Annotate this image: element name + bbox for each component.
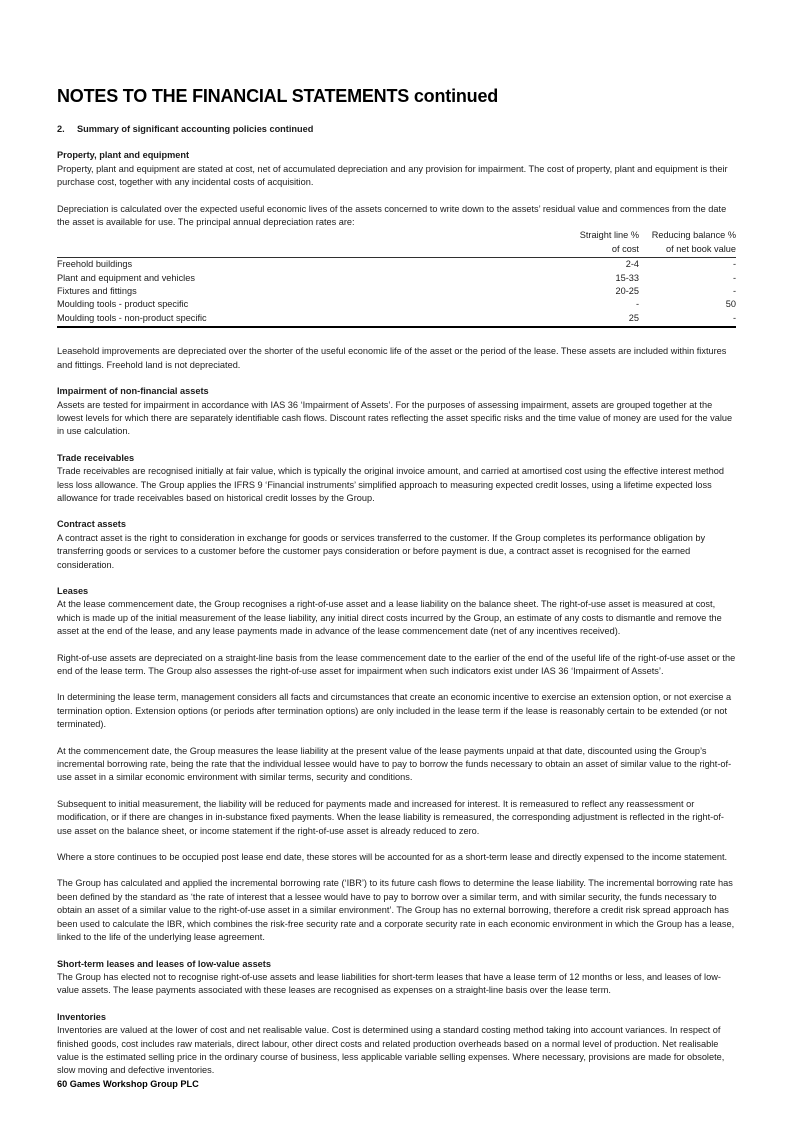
- page-title: NOTES TO THE FINANCIAL STATEMENTS continued: [57, 86, 499, 106]
- para-short-term-leases: The Group has elected not to recognise right-of-use assets and lease liabilities for short-term leases that have a lease term of 12 months or less, and leases of low-value assets. The lease payments associated with these leases are recognised as expenses on a straight-line basis over the lease term.: [57, 971, 721, 996]
- table-row: Moulding tools - product specific - 50: [57, 299, 736, 310]
- table-header-row: [57, 229, 736, 257]
- para-leases-3: In determining the lease term, management considers all facts and circumstances that create an economic incentive to exercise an extension option, or not exercise a termination option. Extension options (or periods after termination options) are only included in the lease term if the lease is reasonably certain to be extended (or not terminated).: [57, 692, 732, 730]
- table-row: Moulding tools - non-product specific 25 -: [57, 312, 736, 327]
- heading-inventories: Inventories: [57, 1011, 107, 1022]
- page-footer: 60 Games Workshop Group PLC: [57, 1078, 199, 1089]
- heading-leases: Leases: [57, 585, 89, 596]
- section-number: 2.: [57, 124, 65, 134]
- para-trade-receivables: Trade receivables are recognised initially at fair value, which is typically the original invoice amount, and carried at amortised cost using the effective interest method less loss allowance. The Group applies the IFRS 9 ‘Financial instruments’ simplified approach to measuring expected credit losses, using a lifetime expected loss allowance for trade receivables based on historical credit losses by the Group.: [57, 466, 724, 503]
- table-row: Plant and equipment and vehicles 15-33 -: [57, 272, 736, 283]
- table-row: Fixtures and fittings 20-25 -: [57, 286, 736, 297]
- heading-trade-receivables: Trade receivables: [57, 452, 135, 463]
- section-heading: [57, 123, 736, 136]
- para-leasehold: Leasehold improvements are depreciated over the shorter of the useful economic life of the asset or the period of the lease. These assets are included within fixtures and fittings. Freehold land is not depreciated.: [57, 346, 727, 370]
- heading-short-term-leases: Short-term leases and leases of low-value assets: [57, 958, 271, 969]
- para-leases-1: At the lease commencement date, the Group recognises a right-of-use asset and a lease liability on the balance sheet. The right-of-use asset is measured at cost, which is made up of the initial measurement of the lease liability, any initial direct costs incurred by the Group, an estimate of any costs to dismantle and remove the asset at the end of the lease, and any lease payments made in advance of the lease commencement date (net of any incentives received).: [57, 599, 722, 637]
- para-ppe-2: Depreciation is calculated over the expected useful economic lives of the assets concerned to write down to the assets’ residual value and commences from the date the asset is available for use. The principal annual depreciation rates are:: [57, 203, 727, 228]
- heading-contract-assets: Contract assets: [57, 519, 126, 530]
- para-contract-assets: A contract asset is the right to consideration in exchange for goods or services transferred to the customer. If the Group completes its performance obligation by transferring goods or services to a customer before the customer pays consideration or before payment is due, a contract asset is recognised for the earned consideration.: [57, 532, 706, 570]
- section-title: Summary of significant accounting policies continued: [77, 124, 314, 134]
- table-header-reducing-balance: Reducing balance % of net book value: [639, 229, 736, 257]
- depreciation-rates-table: [57, 229, 736, 328]
- para-leases-2: Right-of-use assets are depreciated on a straight-line basis from the lease commencement date to the earlier of the end of the useful life of the right-of-use asset or the end of the lease term. The Group also assesses the right-of-use asset for impairment when such indicators exist under IAS 36 ‘Impairment of Assets’.: [57, 652, 736, 676]
- para-leases-6: Where a store continues to be occupied post lease end date, these stores will be accounted for as a short-term lease and directly expensed to the income statement.: [57, 852, 728, 863]
- para-leases-4: At the commencement date, the Group measures the lease liability at the present value of the lease payments unpaid at that date, discounted using the Group’s incremental borrowing rate, being the rate that the individual lessee would have to pay to borrow the funds necessary to obtain an asset of similar value to the right-of-use asset in a similar economic environment with similar terms, security and conditions.: [57, 745, 732, 783]
- para-impairment: Assets are tested for impairment in accordance with IAS 36 ‘Impairment of Assets’. For the purposes of assessing impairment, assets are grouped together at the lowest levels for which there are separately identifiable cash flows. Discount rates reflecting the asset specific risks and the time value of money are used for the value in use calculation.: [57, 399, 733, 437]
- table-header-straight-line: Straight line % of cost: [535, 229, 639, 257]
- heading-impairment: Impairment of non-financial assets: [57, 386, 209, 397]
- table-header-empty: [57, 229, 535, 257]
- para-leases-7: The Group has calculated and applied the incremental borrowing rate (‘IBR’) to its future cash flows to determine the lease liability. The incremental borrowing rate has been defined by the standard as ‘the rate of interest that a lessee would have to pay to borrow over a similar term, and with similar security, the funds necessary to obtain an asset of a similar value to the right-of-use asset in a similar environment’. The Group has no external borrowing, therefore a credit risk spread approach has been used to calculate the IBR, which combines the risk-free security rate and a corporate security rate in each economic environment in which the Group has a lease, linked to the life of the underlying lease agreement.: [57, 878, 735, 943]
- para-inventories: Inventories are valued at the lower of cost and net realisable value. Cost is determined using a standard costing method taking into account variances. In respect of finished goods, cost includes raw materials, direct labour, other direct costs and related production overheads based on a normal level of production. Net realisable value is the estimated selling price in the ordinary course of business, less applicable variable selling expenses. Where necessary, provisions are made for obsolete, slow moving and defective inventories.: [57, 1025, 725, 1076]
- para-ppe-1: Property, plant and equipment are stated at cost, net of accumulated depreciation and any provision for impairment. The cost of property, plant and equipment is their purchase cost, together with any incidental costs of acquisition.: [57, 163, 728, 188]
- heading-property-plant-equipment: Property, plant and equipment: [57, 150, 190, 161]
- para-leases-5: Subsequent to initial measurement, the liability will be reduced for payments made and increased for interest. It is remeasured to reflect any reassessment or modification, or if there are changes in in-substance fixed payments. When the lease liability is remeasured, the corresponding adjustment is reflected in the right-of-use asset on the balance sheet, or income statement if the right-of-use asset is already reduced to zero.: [57, 798, 724, 836]
- table-row: Freehold buildings 2-4 -: [57, 259, 736, 270]
